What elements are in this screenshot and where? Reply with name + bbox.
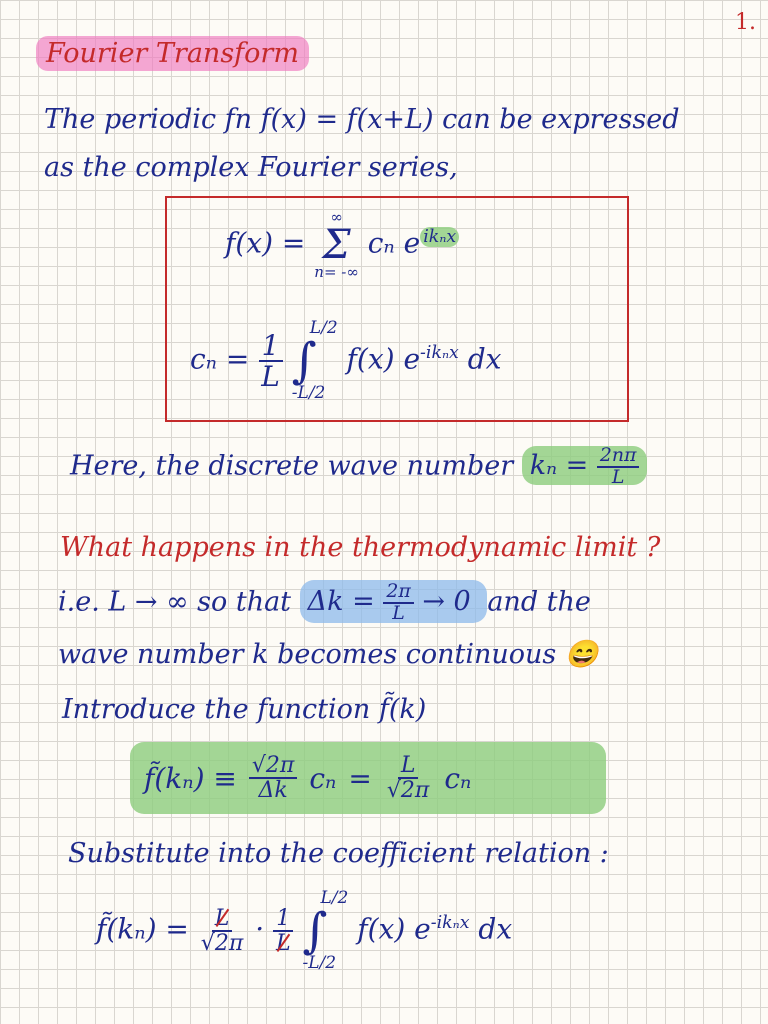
smiley-icon: 😄: [564, 639, 599, 670]
sum-symbol-group: [314, 210, 359, 280]
sub-frac1-num: [212, 907, 233, 932]
def-equals: =: [348, 761, 372, 795]
continuous-text: wave number k becomes continuous: [58, 639, 557, 670]
thermodynamic-question: What happens in the thermodynamic limit ?: [60, 532, 661, 563]
coef-fraction: [258, 328, 283, 393]
sub-integral-group: [303, 890, 349, 972]
def-frac1-den: Δk: [258, 778, 288, 803]
coef-dx: dx: [467, 342, 502, 376]
sub-frac1-num-text: L: [214, 905, 230, 931]
integral-lower-limit: -L/2: [291, 383, 326, 403]
def-fraction-1: [249, 754, 297, 802]
limit-line: [58, 582, 591, 624]
wave-number-fraction: [597, 446, 640, 488]
sub-frac2-den-text: L: [276, 931, 291, 956]
integral-group: [292, 320, 338, 402]
delta-k-tail: → 0: [422, 586, 471, 618]
coef-lhs: cₙ =: [190, 342, 250, 376]
wave-number-formula: [522, 444, 648, 488]
intro-line-2: as the complex Fourier series,: [44, 152, 458, 183]
coef-integrand: f(x) e: [346, 342, 421, 376]
wave-number-line: [70, 446, 647, 488]
sub-dot: ·: [255, 912, 265, 946]
sub-fraction-2: [273, 907, 294, 955]
sum-lower-limit: n= -∞: [314, 263, 359, 281]
def-frac1-num: √2π: [249, 754, 297, 779]
sum-upper-limit: ∞: [330, 208, 343, 226]
page-title: [36, 38, 309, 69]
wave-number-num: 2nπ: [597, 446, 640, 468]
substituted-equation: [96, 890, 512, 972]
delta-k-lhs: Δk =: [307, 586, 375, 618]
series-term: cₙ e: [367, 226, 421, 260]
def-frac2-num: L: [398, 754, 419, 779]
sub-integrand: f(x) e: [357, 912, 431, 946]
delta-k-den: L: [392, 601, 405, 624]
fourier-series-equation: [225, 210, 459, 280]
series-lhs: f(x) =: [225, 226, 306, 260]
def-lhs: f̃(kₙ) ≡: [144, 761, 237, 795]
sub-dx: dx: [478, 912, 513, 946]
sub-frac1-den: √2π: [200, 931, 244, 956]
series-exponent: ikₙx: [420, 227, 459, 247]
continuous-line: [58, 638, 599, 670]
def-term-1: cₙ: [309, 761, 337, 795]
sub-exponent: -ikₙx: [430, 913, 470, 934]
coef-frac-num: 1: [259, 331, 283, 362]
sum-symbol: Σ: [322, 222, 351, 268]
def-frac2-den: √2π: [386, 778, 430, 803]
def-term-2: cₙ: [444, 761, 472, 795]
coef-frac-den: L: [261, 360, 280, 393]
integral-symbol: ∫: [291, 333, 317, 389]
introduce-line: Introduce the function f̃(k): [62, 694, 427, 725]
coef-exponent: -ikₙx: [420, 343, 459, 364]
limit-prefix: i.e. L → ∞ so that: [58, 586, 292, 618]
sub-frac2-den: [273, 932, 294, 955]
coefficient-equation: [190, 320, 501, 402]
substitute-line: Substitute into the coefficient relation :: [68, 838, 609, 869]
sub-integral-upper: L/2: [320, 888, 349, 908]
limit-suffix: and the: [487, 586, 591, 618]
def-fraction-2: [384, 754, 432, 802]
sub-integral-lower: -L/2: [302, 953, 337, 973]
sub-fraction-1: [198, 907, 246, 955]
sub-integral-symbol: ∫: [302, 903, 328, 959]
wave-number-lhs: kₙ =: [529, 450, 589, 482]
wave-number-text: Here, the discrete wave number: [70, 450, 514, 482]
wave-number-den: L: [611, 465, 625, 488]
delta-k-fraction: [383, 582, 413, 624]
delta-k-formula: [300, 580, 488, 623]
intro-line-1: The periodic fn f(x) = f(x+L) can be expressed: [44, 104, 680, 135]
delta-k-num: 2π: [383, 582, 413, 604]
title-text: Fourier Transform: [36, 36, 309, 71]
sub-frac2-num: 1: [273, 907, 293, 932]
definition-equation: [130, 742, 606, 814]
sub-lhs: f̃(kₙ) =: [96, 912, 189, 946]
page-number: 1.: [735, 10, 756, 35]
integral-upper-limit: L/2: [309, 318, 338, 338]
